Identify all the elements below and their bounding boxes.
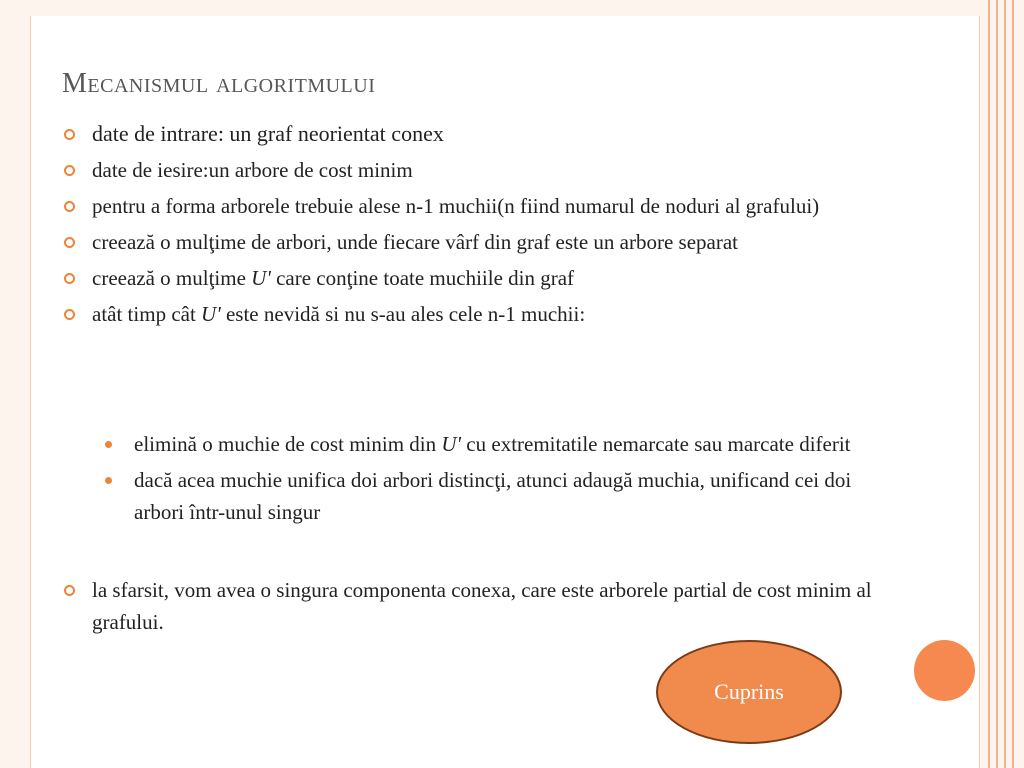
- decor-stripe: [988, 0, 990, 768]
- bullet-item: [62, 298, 877, 330]
- sub-bullet-text-post: cu extremitatile nemarcate sau marcate diferit: [461, 432, 851, 456]
- bullet-circle-icon: [64, 309, 75, 320]
- cuprins-label: Cuprins: [714, 679, 784, 704]
- bullet-item: [62, 118, 877, 150]
- bullet-text-pre: atât timp cât: [92, 302, 202, 326]
- bullet-item: [62, 154, 877, 186]
- bullet-circle-icon: [64, 585, 75, 596]
- decor-stripe: [1012, 0, 1014, 768]
- bullet-item: [62, 262, 877, 294]
- bullet-list: [62, 118, 877, 334]
- bullet-text: creează o mulţime de arbori, unde fiecare vârf din graf este un arbore separat: [92, 230, 738, 254]
- sub-bullet-dot-icon: [105, 441, 112, 448]
- decor-stripe: [996, 0, 998, 768]
- sub-bullet-text: dacă acea muchie unifica doi arbori distincţi, atunci adaugă muchia, unificand cei doi arbori într-unul singur: [134, 468, 852, 524]
- bullet-text-italic: U': [251, 266, 271, 290]
- sub-bullet-text-italic: U': [441, 432, 462, 456]
- bullet-text-post: care conţine toate muchiile din graf: [270, 266, 575, 290]
- bullet-circle-icon: [64, 129, 75, 140]
- cuprins-button[interactable]: [656, 640, 842, 744]
- bullet-text: pentru a forma arborele trebuie alese n-1 muchii(n fiind numarul de noduri al grafului): [92, 194, 820, 218]
- sub-bullet-item: [62, 428, 882, 460]
- sub-bullet-dot-icon: [105, 477, 112, 484]
- bullet-circle-icon: [64, 201, 75, 212]
- bullet-list: [62, 574, 877, 642]
- bullet-circle-icon: [64, 165, 75, 176]
- bullet-text: date de intrare: un graf neorientat conex: [92, 121, 444, 146]
- sub-bullet-text-pre: elimină o muchie de cost minim din: [134, 432, 442, 456]
- bullet-circle-icon: [64, 273, 75, 284]
- bullet-circle-icon: [64, 237, 75, 248]
- bullet-text-post: este nevidă si nu s-au ales cele n-1 muchii:: [220, 302, 586, 326]
- bullet-text: la sfarsit, vom avea o singura componenta conexa, care este arborele partial de cost minim al grafului.: [92, 578, 872, 634]
- bullet-text-italic: U': [201, 302, 221, 326]
- bullet-item: [62, 190, 877, 222]
- bullet-text: date de iesire:un arbore de cost minim: [92, 158, 413, 182]
- slide-title: Mecanismul algoritmului: [62, 68, 376, 99]
- sub-bullet-list: [62, 428, 882, 532]
- bullet-item: [62, 226, 877, 258]
- bullet-item: [62, 574, 877, 638]
- decor-circle: [914, 640, 975, 701]
- sub-bullet-item: [62, 464, 882, 528]
- bullet-text-pre: creează o mulţime: [92, 266, 252, 290]
- decor-stripe: [1004, 0, 1006, 768]
